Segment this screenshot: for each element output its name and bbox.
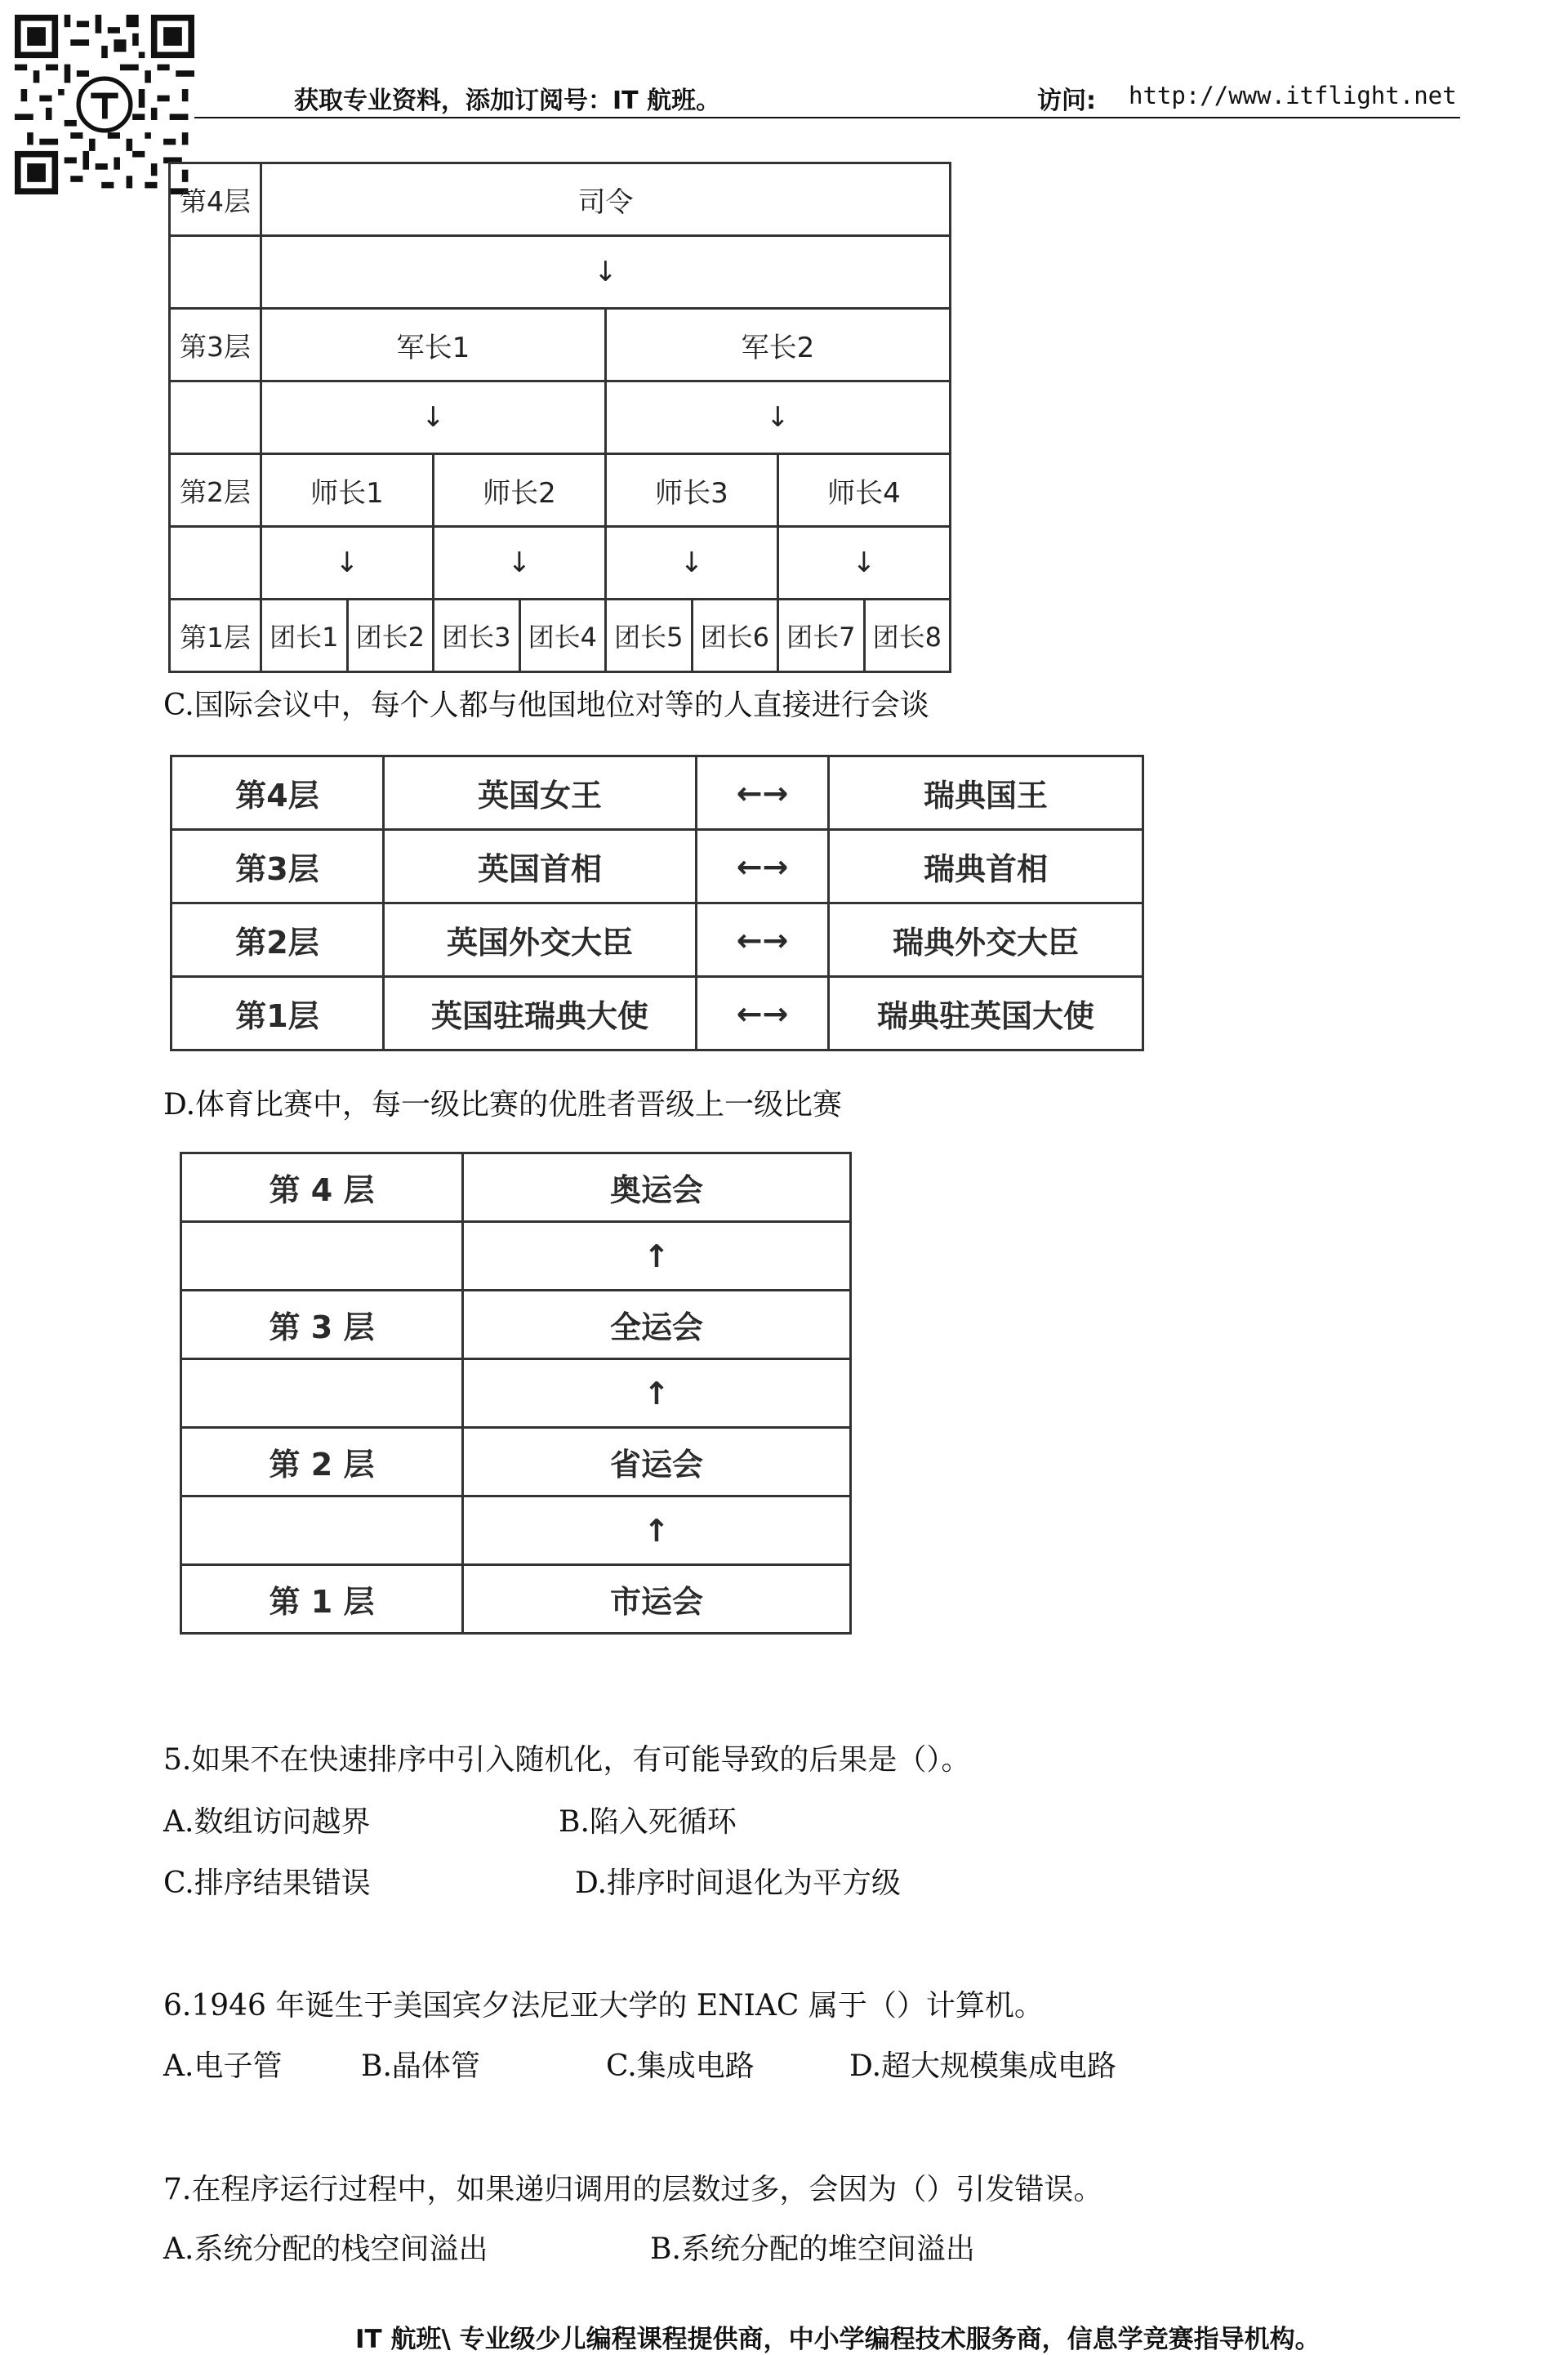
layer-label: 第2层 [172,903,384,977]
layer-label: 第 1 层 [181,1565,463,1634]
question-6-option-d[interactable]: D.超大规模集成电路 [849,2049,1117,2083]
cell-regiment-commander: 团长2 [347,600,434,672]
down-arrow-icon: ↓ [606,381,951,454]
cell-regiment-commander: 团长5 [606,600,693,672]
table-row [172,830,1143,903]
question-5-option-c[interactable]: C.排序结果错误 [163,1867,371,1900]
header-title: 获取专业资料，添加订阅号：IT 航班。 [294,87,721,115]
table-row [170,309,951,381]
table-row [181,1496,851,1565]
left-right-arrow-icon: ←→ [697,756,829,830]
header-visit-label: 访问: [1037,87,1096,115]
table-sports-hierarchy [180,1152,852,1635]
table-row [172,903,1143,977]
cell-commander: 司令 [261,163,951,236]
cell-competition: 奥运会 [463,1153,851,1222]
cell-uk: 英国首相 [384,830,697,903]
layer-label-empty [181,1222,463,1291]
table-row [170,527,951,600]
question-7-option-a[interactable]: A.系统分配的栈空间溢出 [163,2232,488,2266]
cell-uk: 英国驻瑞典大使 [384,977,697,1050]
layer-label-empty [170,381,261,454]
left-right-arrow-icon: ←→ [697,830,829,903]
question-6-stem: 6.1946 年诞生于美国宾夕法尼亚大学的 ENIAC 属于（）计算机。 [163,1989,1044,2023]
layer-label: 第2层 [170,454,261,527]
table-military-hierarchy [168,162,951,673]
question-6-option-a[interactable]: A.电子管 [163,2049,283,2083]
table-row [170,381,951,454]
layer-label: 第 3 层 [181,1291,463,1359]
question-5-option-d[interactable]: D.排序时间退化为平方级 [575,1867,902,1900]
table-row [181,1153,851,1222]
qr-code [15,15,194,194]
cell-sweden: 瑞典国王 [829,756,1143,830]
cell-competition: 全运会 [463,1291,851,1359]
cell-regiment-commander: 团长6 [692,600,778,672]
footer-text: IT 航班\ 专业级少儿编程课程提供商，中小学编程技术服务商，信息学竞赛指导机构。 [355,2325,1321,2354]
cell-uk: 英国外交大臣 [384,903,697,977]
table-row [181,1428,851,1496]
table-row [181,1222,851,1291]
option-d-text: D.体育比赛中，每一级比赛的优胜者晋级上一级比赛 [163,1088,843,1122]
down-arrow-icon: ↓ [434,527,606,600]
layer-label-empty [170,527,261,600]
cell-uk: 英国女王 [384,756,697,830]
layer-label: 第4层 [172,756,384,830]
layer-label: 第3层 [172,830,384,903]
cell-regiment-commander: 团长1 [261,600,348,672]
layer-label: 第3层 [170,309,261,381]
question-6-option-c[interactable]: C.集成电路 [606,2049,755,2083]
up-arrow-icon: ↑ [463,1222,851,1291]
table-row [181,1565,851,1634]
question-7-stem: 7.在程序运行过程中，如果递归调用的层数过多，会因为（）引发错误。 [163,2173,1103,2206]
table-diplomatic-talks [170,755,1144,1051]
header-rule [194,117,1460,118]
table-row [170,454,951,527]
cell-sweden: 瑞典驻英国大使 [829,977,1143,1050]
down-arrow-icon: ↓ [261,381,606,454]
question-6-option-b[interactable]: B.晶体管 [361,2049,480,2083]
cell-corps-commander: 军长2 [606,309,951,381]
question-5-option-a[interactable]: A.数组访问越界 [163,1805,371,1839]
question-5-stem: 5.如果不在快速排序中引入随机化，有可能导致的后果是（）。 [163,1743,971,1777]
cell-division-commander: 师长4 [778,454,951,527]
cell-competition: 省运会 [463,1428,851,1496]
layer-label: 第1层 [172,977,384,1050]
table-row [172,977,1143,1050]
cell-regiment-commander: 团长3 [434,600,520,672]
down-arrow-icon: ↓ [606,527,778,600]
cell-regiment-commander: 团长4 [519,600,606,672]
cell-division-commander: 师长1 [261,454,434,527]
layer-label: 第4层 [170,163,261,236]
table-row [170,600,951,672]
down-arrow-icon: ↓ [261,527,434,600]
cell-corps-commander: 军长1 [261,309,606,381]
up-arrow-icon: ↑ [463,1496,851,1565]
layer-label: 第 4 层 [181,1153,463,1222]
table-row [172,756,1143,830]
layer-label-empty [170,236,261,309]
question-7-option-b[interactable]: B.系统分配的堆空间溢出 [650,2232,975,2266]
table-row [170,236,951,309]
layer-label-empty [181,1359,463,1428]
table-row [170,163,951,236]
down-arrow-icon: ↓ [261,236,951,309]
layer-label: 第1层 [170,600,261,672]
cell-division-commander: 师长3 [606,454,778,527]
option-c-text: C.国际会议中，每个人都与他国地位对等的人直接进行会谈 [163,689,929,722]
up-arrow-icon: ↑ [463,1359,851,1428]
left-right-arrow-icon: ←→ [697,977,829,1050]
down-arrow-icon: ↓ [778,527,951,600]
cell-sweden: 瑞典外交大臣 [829,903,1143,977]
layer-label: 第 2 层 [181,1428,463,1496]
cell-division-commander: 师长2 [434,454,606,527]
header-url[interactable]: http://www.itflight.net [1129,82,1457,109]
question-5-option-b[interactable]: B.陷入死循环 [559,1805,737,1839]
cell-competition: 市运会 [463,1565,851,1634]
layer-label-empty [181,1496,463,1565]
cell-sweden: 瑞典首相 [829,830,1143,903]
left-right-arrow-icon: ←→ [697,903,829,977]
cell-regiment-commander: 团长8 [864,600,951,672]
table-row [181,1291,851,1359]
cell-regiment-commander: 团长7 [778,600,865,672]
table-row [181,1359,851,1428]
